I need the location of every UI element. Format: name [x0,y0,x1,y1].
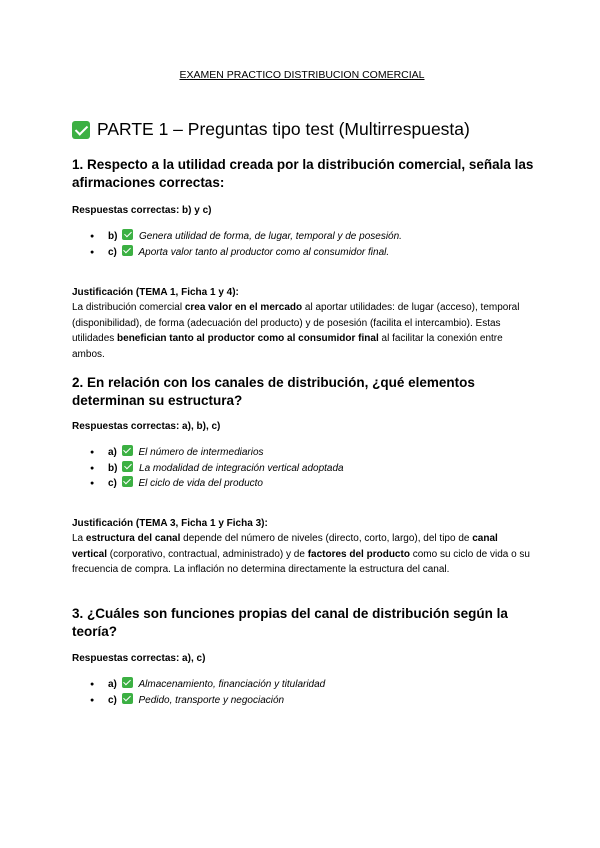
bold-text-run: benefician tanto al productor como al consumidor final [117,333,379,345]
bold-text-run: factores del producto [307,548,410,560]
option-text: El número de intermediarios [138,447,264,458]
bold-text-run: crea valor en el mercado [184,302,303,313]
part-heading [72,119,470,140]
question-2-justification-title: Justificación (TEMA 3, Ficha 1 y Ficha 3): [72,518,268,529]
option-letter: b) [108,231,118,242]
option-text: Genera utilidad de forma, de lugar, temporal y de posesión. [139,231,402,242]
option-item [72,245,402,261]
question-1-answers: Respuestas correctas: b) y c) [72,205,212,216]
part-title: PARTE 1 – Preguntas tipo test (Multirrespuesta) [97,119,470,139]
question-3-title: 3. ¿Cuáles son funciones propias del canal de distribución según la teoría? [72,606,508,639]
option-item [72,229,402,245]
check-mark-icon [122,245,133,256]
option-item [72,677,325,693]
check-mark-icon [122,229,133,240]
text-run: La distribución comercial [72,302,185,313]
text-run: La [72,533,86,544]
question-2-answers: Respuestas correctas: a), b), c) [72,421,221,432]
option-item [72,693,325,709]
check-mark-icon [72,121,90,139]
option-text: Almacenamiento, financiación y titularidad [138,679,326,690]
question-2-title: 2. En relación con los canales de distribución, ¿qué elementos determinan su estructura? [72,375,475,408]
option-text: Aporta valor tanto al productor como al consumidor final. [138,246,390,258]
question-3-options [72,677,325,708]
question-2-options [72,445,344,492]
text-run: (corporativo, contractual, administrado) y de [107,548,308,560]
text-run: al facilitar la conexión entre ambos. [72,333,503,360]
check-mark-icon [122,445,133,456]
check-mark-icon [122,677,133,688]
option-text: Pedido, transporte y negociación [138,694,285,706]
question-1-justification [72,300,534,362]
option-text: La modalidad de integración vertical adoptada [139,462,344,474]
text-run: al aportar utilidades: de lugar (acceso), temporal (disponibilidad), de forma (adecuación del producto) y de posesión (facilita el intercambio). Estas utilidades [72,302,520,345]
bold-text-run: estructura del canal [85,533,181,544]
option-item [72,461,344,477]
check-mark-icon [122,461,133,472]
question-3-answers: Respuestas correctas: a), c) [72,653,206,664]
option-letter: c) [108,478,117,489]
option-item [72,476,344,492]
option-letter: c) [108,246,117,258]
text-run: depende del número de niveles (directo, corto, largo), del tipo de [180,533,473,544]
option-item [72,445,344,461]
option-letter: a) [108,679,117,690]
check-mark-icon [122,693,133,704]
option-letter: b) [108,462,118,474]
question-1-justification-title: Justificación (TEMA 1, Ficha 1 y 4): [72,287,239,298]
question-1-title: 1. Respecto a la utilidad creada por la distribución comercial, señala las afirmaciones correctas: [72,157,534,190]
text-run: como su ciclo de vida o su frecuencia de compra. La inflación no determina directamente la estructura del canal. [72,548,530,576]
question-2-justification [72,531,534,578]
option-text: El ciclo de vida del producto [138,478,263,489]
document-title: EXAMEN PRACTICO DISTRIBUCION COMERCIAL [179,69,425,81]
bold-text-run: canal vertical [72,533,498,560]
option-letter: a) [108,447,117,458]
question-1-options [72,229,402,260]
check-mark-icon [122,476,133,487]
option-letter: c) [108,694,117,706]
